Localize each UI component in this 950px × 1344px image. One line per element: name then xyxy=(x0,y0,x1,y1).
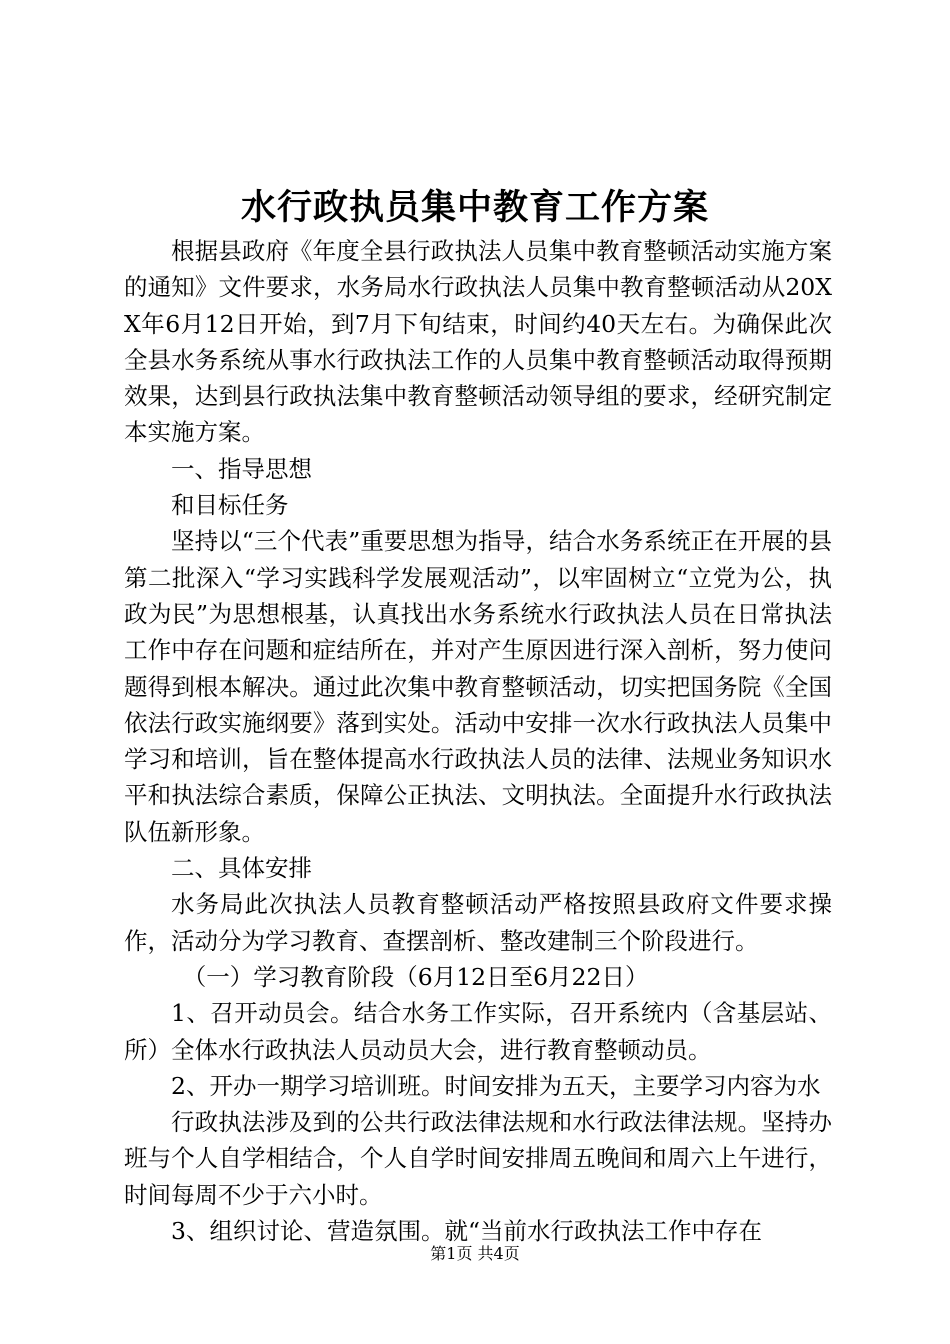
heading-specific-arrangements: 二、具体安排 xyxy=(171,854,312,883)
document-title: 水行政执员集中教育工作方案 xyxy=(240,188,709,228)
paragraph-item-3: 3、组织讨论、营造氛围。就“当前水行政执法工作中存在 xyxy=(171,1217,762,1246)
paragraph-intro: 根据县政府《年度全县行政执法人员集中教育整顿活动实施方案的通知》文件要求，水务局水行政执法人员集中教育整顿活动从20XX年6月12日开始，到7月下旬结束，时间约40天左右。为确保此次全县水务系统从事水行政执法工作的人员集中教育整顿活动取得预期效果，达到县行政执法集中教育整顿活动领导组的要求，经研究制定本实施方案。 xyxy=(124,237,832,447)
page-footer: 第1页 共4页 xyxy=(430,1244,520,1263)
paragraph-item-2-continued: 行政执法涉及到的公共行政法律法规和水行政法律法规。坚持办班与个人自学相结合，个人自学时间安排周五晚间和周六上午进行，时间每周不少于六小时。 xyxy=(124,1108,832,1209)
paragraph-guiding-principles: 坚持以“三个代表”重要思想为指导，结合水务系统正在开展的县第二批深入“学习实践科学发展观活动”，以牢固树立“立党为公，执政为民”为思想根基，认真找出水务系统水行政执法人员在日常执法工作中存在问题和症结所在，并对产生原因进行深入剖析，努力使问题得到根本解决。通过此次集中教育整顿活动，切实把国务院《全国依法行政实施纲要》落到实处。活动中安排一次水行政执法人员集中学习和培训，旨在整体提高水行政执法人员的法律、法规业务知识水平和执法综合素质，保障公正执法、文明执法。全面提升水行政执法队伍新形象。 xyxy=(124,527,832,846)
heading-objectives: 和目标任务 xyxy=(171,491,289,520)
paragraph-arrangement-overview: 水务局此次执法人员教育整顿活动严格按照县政府文件要求操作，活动分为学习教育、查摆剖析、整改建制三个阶段进行。 xyxy=(124,890,832,955)
heading-guiding-thought: 一、指导思想 xyxy=(171,454,312,483)
heading-study-phase: （一）学习教育阶段（6月12日至6月22日） xyxy=(182,962,649,991)
paragraph-item-2: 2、开办一期学习培训班。时间安排为五天，主要学习内容为水 xyxy=(171,1071,821,1100)
document-body xyxy=(124,233,832,1249)
paragraph-item-1: 1、召开动员会。结合水务工作实际，召开系统内（含基层站、所）全体水行政执法人员动员大会，进行教育整顿动员。 xyxy=(124,999,832,1064)
